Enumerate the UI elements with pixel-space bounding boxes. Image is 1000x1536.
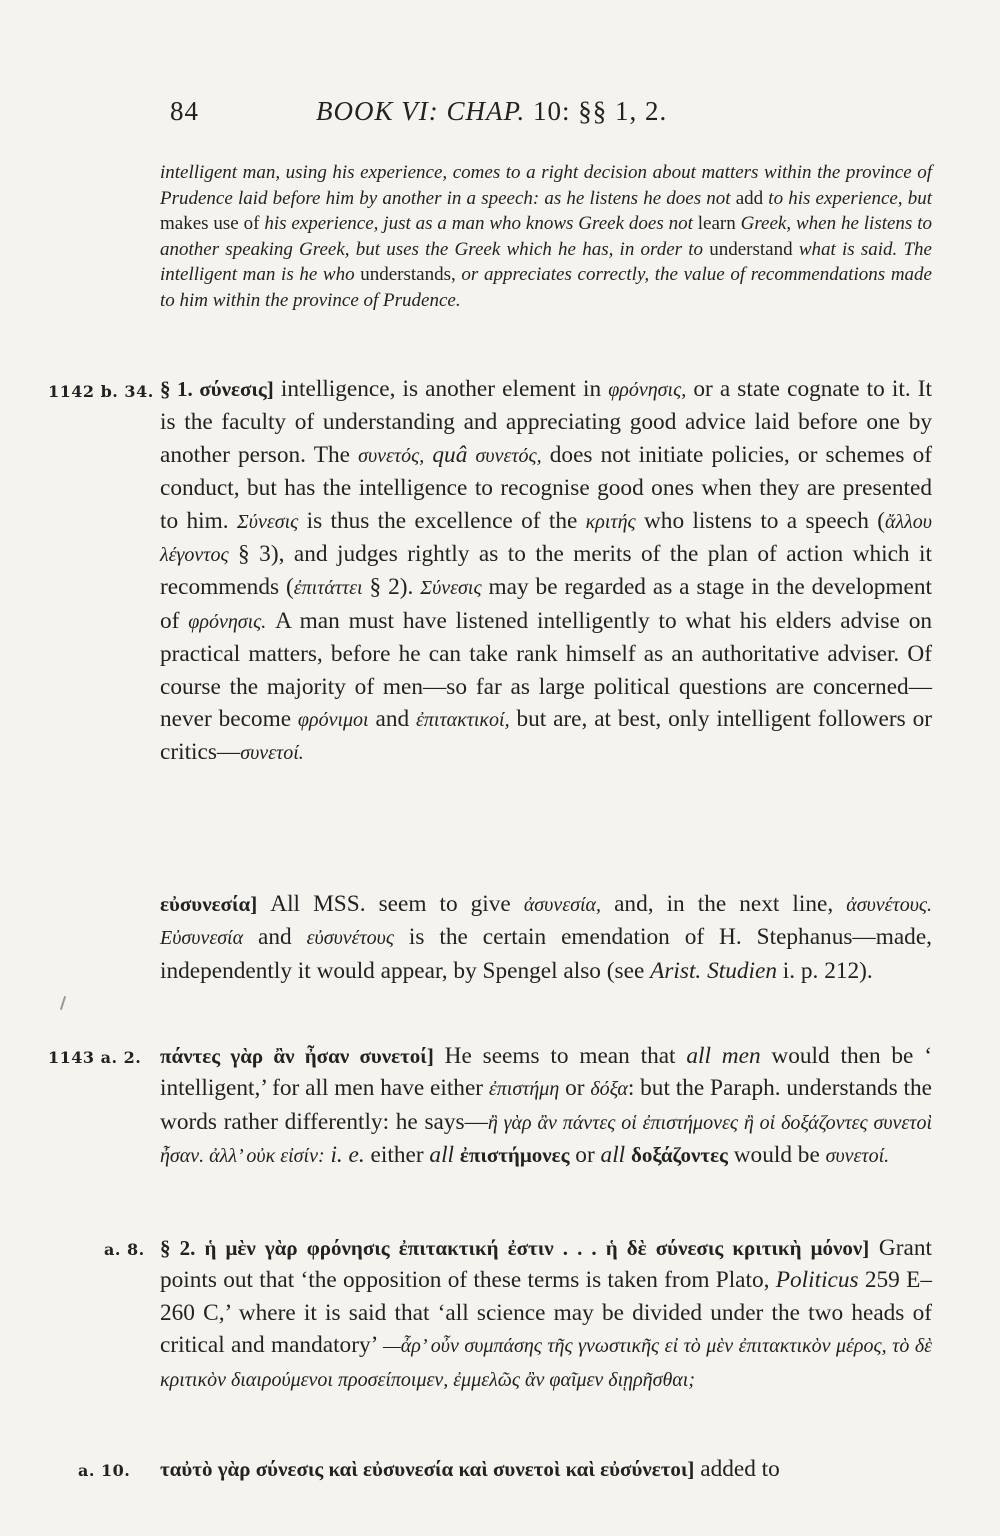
margin-reference: 1143 a. 2.	[48, 1048, 142, 1067]
commentary-note: § 2. ἡ μὲν γὰρ φρόνησις ἐπιτακτική ἐστιν . . . ἡ δὲ σύνεσις κριτικὴ μόνον] Grant points out that ‘the opposition of these terms is taken from Plato, Politicus 259 E–260 C,’ where it is said that ‘all science may be divided under the two heads of critical and mandatory’ —ἆρ’ οὖν συμπάσης τῆς γνωστικῆς εἰ τὸ μὲν ἐπιτακτικὸν μέρος, τὸ δὲ κριτικὸν διαιρούμενοι προσείποιμεν, ἐμμελῶς ἂν φαῖμεν διῃρῆσθαι;	[160, 1235, 933, 1391]
commentary-note: § 1. σύνεσις] intelligence, is another element in φρόνησις, or a state cognate to it. It is the faculty of understanding and appreciating good advice laid before one by another person. The συνετός, quâ συνετός, does not initiate policies, or schemes of conduct, but has the intelligence to recognise good ones when they are presented to him. Σύνεσις is thus the excellence of the κριτής who listens to a speech (ἄλλου λέγοντος § 3), and judges rightly as to the merits of the plan of action which it recommends (ἐπιτάττει § 2). Σύνεσις may be regarded as a stage in the development of φρόνησις. A man must have listened intelligently to what his elders advise on practical matters, before he can take rank himself as an authoritative adviser. Of course the majority of men—so far as large political questions are concerned—never become φρόνιμοι and ἐπιτακτικοί, but are, at best, only intelligent followers or critics—συνετοί.	[160, 376, 933, 766]
running-header	[168, 96, 828, 136]
note-lemma: πάντες γὰρ ἂν ἦσαν συνετοί]	[160, 1044, 434, 1068]
commentary-note: ταὐτὸ γὰρ σύνεσις καὶ εὐσυνεσία καὶ συνετοὶ καὶ εὐσύνετοι] added to	[160, 1456, 780, 1482]
commentary-note: πάντες γὰρ ἂν ἦσαν συνετοί] He seems to mean that all men would then be ‘ intelligent,’ for all men have either ἐπιστήμη or δόξα: but the Paraph. understands the words rather differently: he says—ἢ γὰρ ἂν πάντες οἱ ἐπιστήμονες ἢ οἱ δοξάζοντες συνετοὶ ἦσαν. ἀλλ’ οὐκ εἰσίν: i. e. either all ἐπιστήμονες or all δοξάζοντες would be συνετοί.	[160, 1043, 932, 1169]
running-title	[316, 96, 667, 127]
margin-reference: 1142 b. 34.	[48, 382, 154, 401]
note-lemma: ταὐτὸ γὰρ σύνεσις καὶ εὐσυνεσία καὶ συνετοὶ καὶ εὐσύνετοι]	[160, 1457, 695, 1481]
margin-reference: a. 8.	[104, 1240, 145, 1259]
running-title-book: BOOK VI: CHAP.	[316, 96, 526, 126]
paraphrase-text: intelligent man, using his experience, comes to a right decision about matters within the province of Prudence laid before him by another in a speech: as he listens he does not add to his experience, but makes use of his experience, just as a man who knows Greek does not learn Greek, when he listens to another speaking Greek, but uses the Greek which he has, in order to understand what is said. The intelligent man is he who understands, or appreciates correctly, the value of recommendations made to him within the province of Prudence.	[160, 162, 932, 311]
note-lemma: § 2. ἡ μὲν γὰρ φρόνησις ἐπιτακτική ἐστιν . . . ἡ δὲ σύνεσις κριτικὴ μόνον]	[160, 1236, 870, 1260]
running-title-sections: 10: §§ 1, 2.	[525, 96, 668, 126]
note-lemma: εὐσυνεσία]	[160, 892, 258, 916]
page-number: 84	[170, 96, 199, 126]
margin-reference: a. 10.	[78, 1461, 131, 1480]
note-lemma: § 1. σύνεσις]	[160, 377, 274, 401]
commentary-note: εὐσυνεσία] All MSS. seem to give ἀσυνεσία, and, in the next line, ἀσυνέτους. Εὐσυνεσία and εὐσυνέτους is the certain emendation of H. Stephanus—made, independently it would appear, by Spengel also (see Arist. Studien i. p. 212).	[160, 891, 932, 984]
pencil-mark	[60, 996, 66, 1010]
